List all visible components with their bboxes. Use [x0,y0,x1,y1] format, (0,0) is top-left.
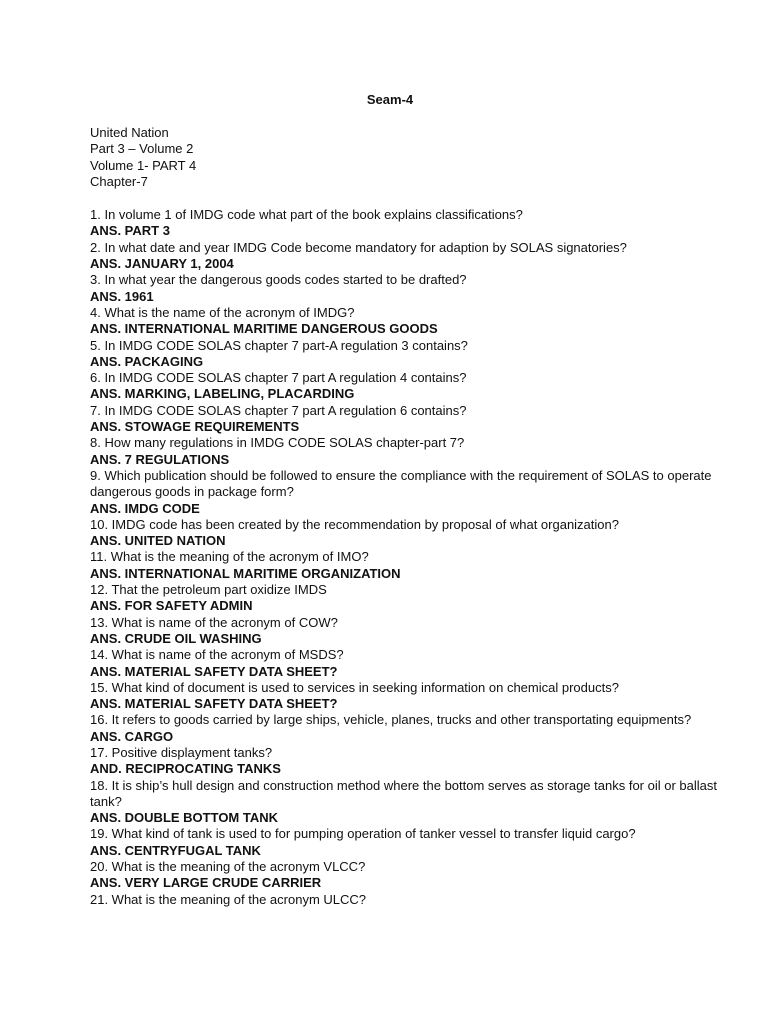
answer-14: ANS. MATERIAL SAFETY DATA SHEET? [90,663,338,679]
answer-11: ANS. INTERNATIONAL MARITIME ORGANIZATION [90,565,401,581]
document-title: Seam-4 [366,92,414,107]
answer-19: ANS. CENTRYFUGAL TANK [90,842,261,858]
intro-line: Volume 1- PART 4 [90,157,197,173]
question-5: 5. In IMDG CODE SOLAS chapter 7 part-A regulation 3 contains? [90,337,468,353]
answer-16: ANS. CARGO [90,728,174,744]
question-21: 21. What is the meaning of the acronym ULCC? [90,891,367,907]
question-6: 6. In IMDG CODE SOLAS chapter 7 part A regulation 4 contains? [90,370,467,386]
intro-block [90,125,730,190]
question-2: 2. In what date and year IMDG Code become mandatory for adaption by SOLAS signatories? [90,239,627,255]
question-3: 3. In what year the dangerous goods codes started to be drafted? [90,272,467,288]
intro-line: United Nation [90,125,169,140]
answer-3: ANS. 1961 [90,288,154,304]
question-16: 16. It refers to goods carried by large ships, vehicle, planes, trucks and other transportating equipments? [90,712,692,728]
question-18: 18. It is ship’s hull design and construction method where the bottom serves as storage tanks for oil or ballast tank? [90,777,717,809]
question-14: 14. What is name of the acronym of MSDS? [90,647,344,663]
question-19: 19. What kind of tank is used to for pumping operation of tanker vessel to transfer liquid cargo? [90,826,636,842]
answer-9: ANS. IMDG CODE [90,500,200,516]
question-12: 12. That the petroleum part oxidize IMDS [90,582,327,598]
question-9: 9. Which publication should be followed to ensure the compliance with the requirement of SOLAS to operate dangerous goods in package form? [90,467,712,500]
answer-10: ANS. UNITED NATION [90,533,226,549]
answer-2: ANS. JANUARY 1, 2004 [90,256,234,272]
answer-4: ANS. INTERNATIONAL MARITIME DANGEROUS GOODS [90,321,438,337]
question-20: 20. What is the meaning of the acronym VLCC? [90,859,366,875]
answer-18: ANS. DOUBLE BOTTOM TANK [90,810,279,826]
intro-line: Chapter-7 [90,173,148,189]
answer-5: ANS. PACKAGING [90,353,204,369]
answer-20: ANS. VERY LARGE CRUDE CARRIER [90,875,322,891]
question-answer-list [90,207,730,908]
question-7: 7. In IMDG CODE SOLAS chapter 7 part A regulation 6 contains? [90,402,467,418]
intro-line: Part 3 – Volume 2 [90,141,194,157]
answer-6: ANS. MARKING, LABELING, PLACARDING [90,386,355,402]
answer-15: ANS. MATERIAL SAFETY DATA SHEET? [90,696,338,712]
question-15: 15. What kind of document is used to services in seeking information on chemical products? [90,679,619,695]
answer-8: ANS. 7 REGULATIONS [90,451,230,467]
question-13: 13. What is name of the acronym of COW? [90,614,338,630]
question-11: 11. What is the meaning of the acronym of IMO? [90,549,369,565]
answer-13: ANS. CRUDE OIL WASHING [90,630,262,646]
question-8: 8. How many regulations in IMDG CODE SOLAS chapter-part 7? [90,435,465,451]
answer-17: AND. RECIPROCATING TANKS [90,761,281,777]
question-1: 1. In volume 1 of IMDG code what part of the book explains classifications? [90,207,523,223]
answer-1: ANS. PART 3 [90,223,170,239]
document-page [90,92,730,908]
question-17: 17. Positive displayment tanks? [90,744,273,760]
question-10: 10. IMDG code has been created by the recommendation by proposal of what organization? [90,516,619,532]
answer-7: ANS. STOWAGE REQUIREMENTS [90,419,300,435]
question-4: 4. What is the name of the acronym of IMDG? [90,304,355,320]
answer-12: ANS. FOR SAFETY ADMIN [90,598,253,614]
